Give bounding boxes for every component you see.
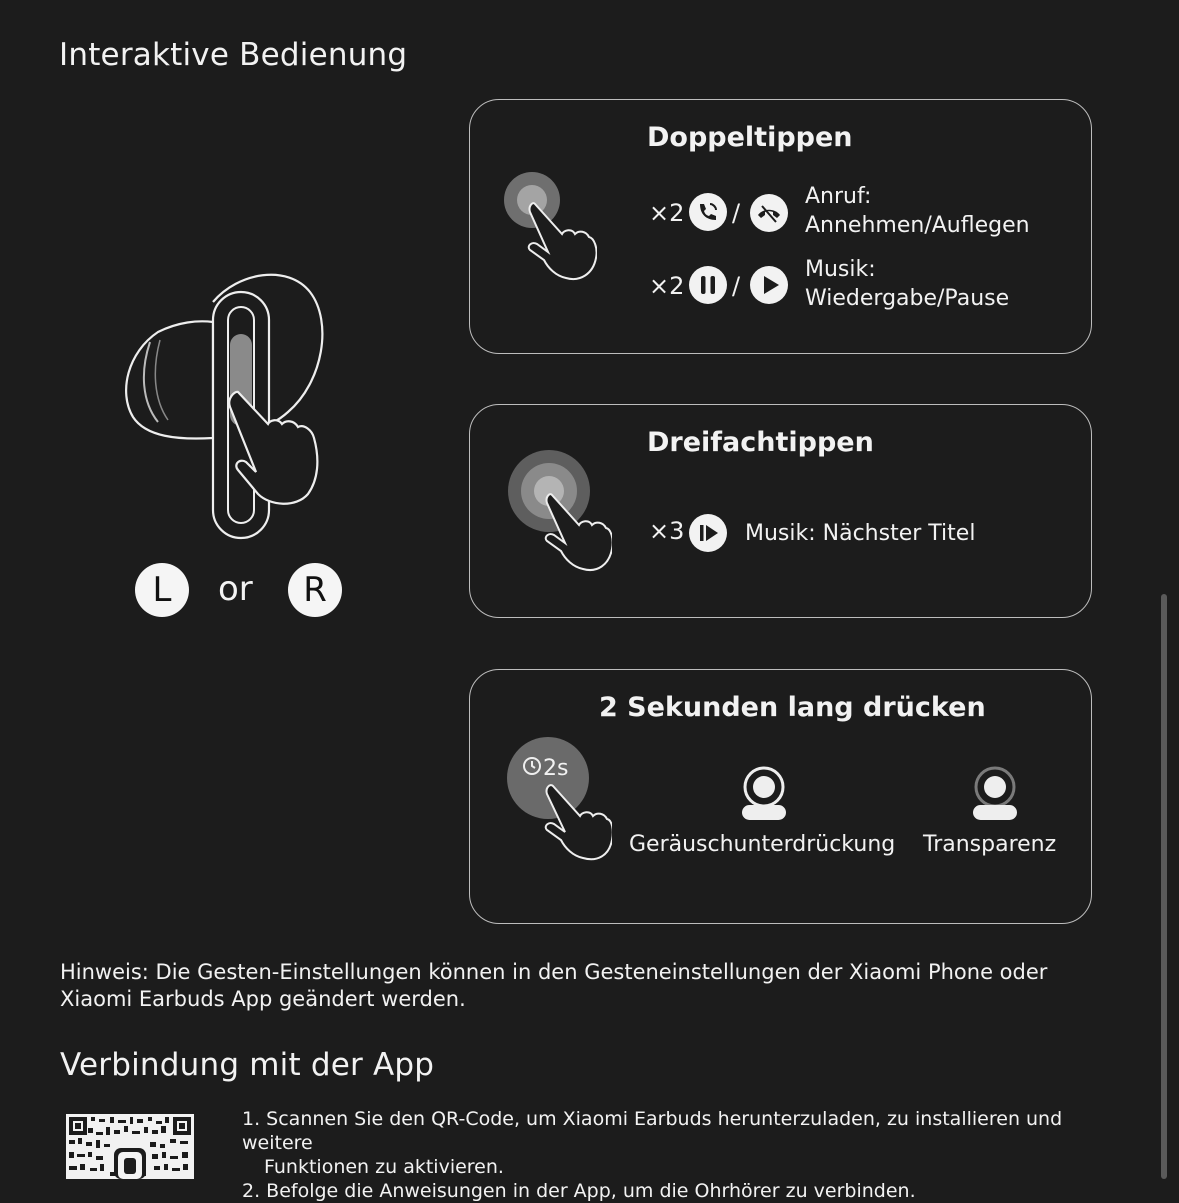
play-icon [749,265,789,305]
double-tap-row1-label2: Annehmen/Auflegen [805,213,1030,238]
scrollbar[interactable] [1161,594,1167,1179]
noise-cancel-label: Geräuschunterdrückung [629,832,896,857]
answer-call-icon [688,192,728,232]
step-1-line2: Funktionen zu aktivieren. [264,1156,504,1178]
left-badge: L [135,563,189,617]
tap-hand-icon [502,170,597,285]
section-title: Interaktive Bedienung [59,37,408,73]
double-tap-card [469,99,1092,354]
double-tap-row2-label1: Musik: [805,257,876,282]
timer-label: 2s [543,756,569,781]
long-press-title: 2 Sekunden lang drücken [599,692,986,723]
double-tap-row2-label2: Wiedergabe/Pause [805,286,1010,311]
earbud-illustration [118,262,328,552]
pause-icon [688,265,728,305]
step-1 [242,1107,1122,1203]
double-tap-row1-label1: Anruf: [805,184,872,209]
double-tap-row2-mult: ×2 [649,272,685,300]
tap-hand-icon [507,449,612,574]
double-tap-row2-slash: / [732,272,741,300]
or-label: or [218,569,253,609]
next-track-icon [688,513,728,553]
hint-text: Hinweis: Die Gesten-Einstellungen können in den Gesteneinstellungen der Xiaomi Phone oder Xiaomi Earbuds App geändert werden. [60,960,1048,1011]
triple-tap-card [469,404,1092,618]
transparency-icon [971,765,1019,823]
triple-tap-title: Dreifachtippen [647,427,874,458]
right-badge: R [288,563,342,617]
triple-tap-label: Musik: Nächster Titel [745,521,976,546]
double-tap-title: Doppeltippen [647,122,853,153]
hang-up-icon [749,193,789,233]
double-tap-row1-mult: ×2 [649,199,685,227]
noise-cancel-icon [740,765,788,823]
double-tap-row1-slash: / [732,199,741,227]
triple-tap-mult: ×3 [649,517,685,545]
long-press-card [469,669,1092,924]
step-1-line1: 1. Scannen Sie den QR-Code, um Xiaomi Earbuds herunterzuladen, zu installieren und weitere [242,1108,1063,1154]
timer-icon [506,736,612,862]
qr-code[interactable] [66,1114,194,1179]
app-section-title: Verbindung mit der App [60,1047,435,1083]
transparency-label: Transparenz [923,832,1057,857]
step-2: 2. Befolge die Anweisungen in der App, um die Ohrhörer zu verbinden. [242,1180,916,1202]
